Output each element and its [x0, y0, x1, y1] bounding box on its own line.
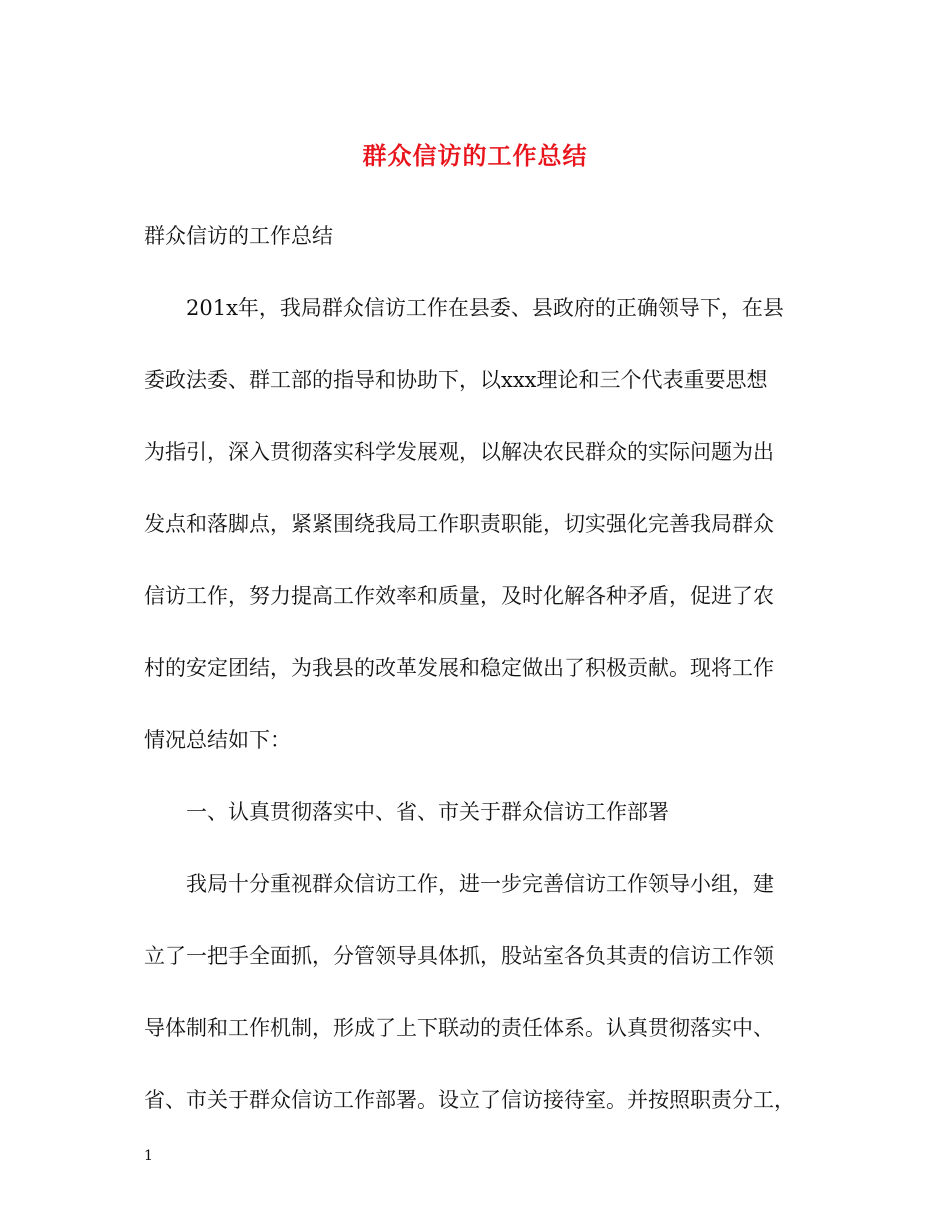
document-title: 群众信访的工作总结 [362, 141, 588, 170]
page-number: 1 [144, 1148, 153, 1164]
paragraph-line: 为指引，深入贯彻落实科学发展观，以解决农民群众的实际问题为出 [144, 440, 774, 464]
paragraph-line: 发点和落脚点，紧紧围绕我局工作职责职能，切实强化完善我局群众 [144, 512, 774, 536]
document-body [144, 214, 804, 1150]
paragraph-line: 村的安定团结，为我县的改革发展和稳定做出了积极贡献。现将工作 [144, 656, 774, 680]
paragraph-line: 导体制和工作机制，形成了上下联动的责任体系。认真贯彻落实中、 [144, 1016, 774, 1040]
paragraph-line: 我局十分重视群众信访工作，进一步完善信访工作领导小组，建 [186, 872, 774, 896]
section-heading: 一、认真贯彻落实中、省、市关于群众信访工作部署 [186, 800, 669, 824]
paragraph-line: 省、市关于群众信访工作部署。设立了信访接待室。并按照职责分工， [144, 1088, 795, 1112]
subtitle-line: 群众信访的工作总结 [144, 224, 333, 248]
paragraph-line: 情况总结如下： [144, 728, 291, 752]
paragraph-line: 信访工作，努力提高工作效率和质量，及时化解各种矛盾，促进了农 [144, 584, 774, 608]
paragraph-line: 立了一把手全面抓，分管领导具体抓，股站室各负其责的信访工作领 [144, 944, 774, 968]
paragraph-line: 201x年，我局群众信访工作在县委、县政府的正确领导下，在县 [186, 296, 784, 320]
paragraph-line: 委政法委、群工部的指导和协助下，以xxx理论和三个代表重要思想 [144, 368, 768, 392]
